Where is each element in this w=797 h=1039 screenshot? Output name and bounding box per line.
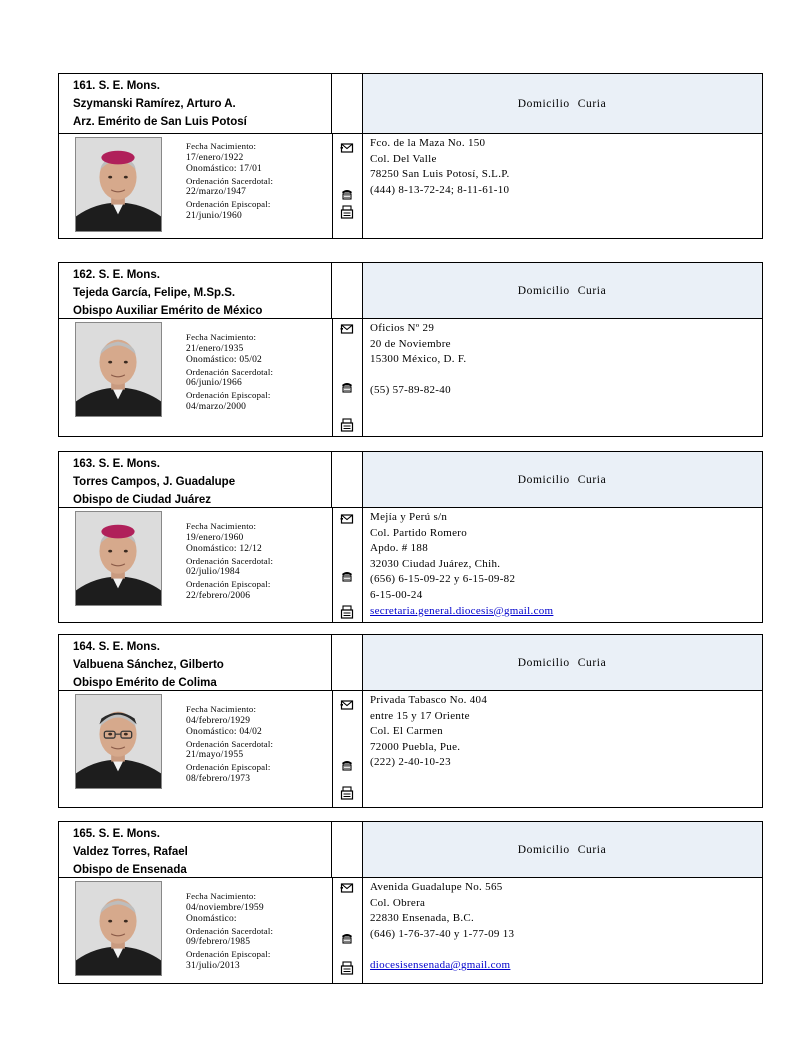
entry-names <box>59 452 332 507</box>
entry-names <box>59 635 332 690</box>
bio-label: Ordenación Episcopal: <box>186 578 271 589</box>
fax-icon <box>340 961 354 975</box>
entry-number: 165. S. E. Mons. <box>73 828 160 840</box>
bio-value: 22/febrero/2006 <box>186 590 251 601</box>
bishop-name: Valdez Torres, Rafael <box>73 846 188 858</box>
bishop-entry <box>58 821 763 984</box>
contact-icons <box>332 877 363 983</box>
address-line: Fco. de la Maza No. 150 <box>370 137 486 149</box>
curia-address <box>362 133 762 238</box>
entry-header <box>59 74 762 134</box>
bishop-name: Szymanski Ramírez, Arturo A. <box>73 98 236 110</box>
bishop-title: Arz. Emérito de San Luis Potosí <box>73 116 247 128</box>
icon-header-cell <box>332 635 363 690</box>
domicilio-curia-header <box>362 74 762 133</box>
domicilio-label: Domicilio <box>517 473 570 486</box>
bio-label: Fecha Nacimiento: <box>186 891 257 901</box>
bishop-title: Obispo de Ciudad Juárez <box>73 494 212 506</box>
portrait-and-bio <box>59 690 333 807</box>
fax-icon <box>340 786 354 800</box>
address-line: (646) 1-76-37-40 y 1-77-09 13 <box>370 927 515 940</box>
bio-value: 21/enero/1935 <box>186 343 244 354</box>
curia-address <box>362 507 762 622</box>
bio-label: Ordenación Sacerdotal: <box>186 738 274 749</box>
address-line: Col. El Carmen <box>370 725 443 738</box>
bio-details <box>186 141 273 222</box>
entry-number: 164. S. E. Mons. <box>73 641 160 653</box>
mail-icon <box>340 881 354 895</box>
bio-value: 08/febrero/1973 <box>186 773 251 784</box>
bishop-portrait <box>75 511 162 606</box>
entry-number: 162. S. E. Mons. <box>73 269 160 281</box>
bio-value: Onomástico: <box>186 914 237 925</box>
phone-icon <box>340 569 354 583</box>
fax-icon <box>340 205 354 219</box>
address-line: (444) 8-13-72-24; 8-11-61-10 <box>370 183 510 196</box>
bio-details <box>186 704 273 785</box>
bio-label: Ordenación Sacerdotal: <box>186 555 274 566</box>
bio-value: 09/febrero/1985 <box>186 937 251 948</box>
bio-value: Onomástico: 04/02 <box>186 727 262 738</box>
curia-address <box>362 318 762 436</box>
curia-label: Curia <box>577 656 607 669</box>
entry-header <box>59 635 762 691</box>
mail-icon <box>340 141 354 155</box>
bio-value: 21/junio/1960 <box>186 210 242 221</box>
domicilio-label: Domicilio <box>517 843 570 856</box>
domicilio-label: Domicilio <box>517 97 570 110</box>
curia-label: Curia <box>577 843 607 856</box>
email-line <box>370 604 762 620</box>
bishop-entry <box>58 634 763 808</box>
entry-names <box>59 263 332 318</box>
address-line: 22830 Ensenada, B.C. <box>370 912 475 925</box>
phone-icon <box>340 187 354 201</box>
domicilio-curia-header <box>362 822 762 877</box>
phone-icon <box>340 758 354 772</box>
bishop-title: Obispo de Ensenada <box>73 864 187 876</box>
bio-label: Fecha Nacimiento: <box>186 521 257 531</box>
bio-label: Ordenación Sacerdotal: <box>186 366 274 377</box>
bio-value: 21/mayo/1955 <box>186 750 244 761</box>
contact-icons <box>332 133 363 238</box>
bishop-title: Obispo Emérito de Colima <box>73 677 217 689</box>
portrait-and-bio <box>59 507 333 622</box>
bio-value: 04/noviembre/1959 <box>186 902 264 913</box>
entry-names <box>59 74 332 133</box>
entry-number: 163. S. E. Mons. <box>73 458 160 470</box>
curia-label: Curia <box>577 97 607 110</box>
entry-body <box>59 690 762 807</box>
bio-label: Fecha Nacimiento: <box>186 704 257 714</box>
fax-icon <box>340 418 354 432</box>
icon-header-cell <box>332 74 363 133</box>
bio-value: 19/enero/1960 <box>186 532 244 543</box>
bio-value: 17/enero/1922 <box>186 152 244 163</box>
bio-label: Ordenación Episcopal: <box>186 198 271 209</box>
bio-details <box>186 332 273 413</box>
bishop-name: Tejeda García, Felipe, M.Sp.S. <box>73 287 236 299</box>
entry-header <box>59 822 762 878</box>
bio-value: 02/julio/1984 <box>186 567 240 578</box>
address-line <box>370 942 762 958</box>
entry-header <box>59 452 762 508</box>
address-line: entre 15 y 17 Oriente <box>370 709 470 722</box>
bio-details <box>186 891 273 972</box>
email-line <box>370 958 762 974</box>
bio-value: 04/febrero/1929 <box>186 715 251 726</box>
address-line: 32030 Ciudad Juárez, Chih. <box>370 557 501 570</box>
entry-body <box>59 877 762 983</box>
bishop-portrait <box>75 137 162 232</box>
address-line: Col. Del Valle <box>370 152 437 165</box>
entry-number: 161. S. E. Mons. <box>73 80 160 92</box>
address-line <box>370 368 762 384</box>
domicilio-curia-header <box>362 452 762 507</box>
bishop-name: Valbuena Sánchez, Gilberto <box>73 659 224 671</box>
bishop-title: Obispo Auxiliar Emérito de México <box>73 305 263 317</box>
domicilio-label: Domicilio <box>517 656 570 669</box>
bio-label: Fecha Nacimiento: <box>186 332 257 342</box>
address-line: 78250 San Luis Potosí, S.L.P. <box>370 168 510 181</box>
bio-label: Ordenación Sacerdotal: <box>186 175 274 186</box>
contact-icons <box>332 507 363 622</box>
domicilio-curia-header <box>362 263 762 318</box>
bio-value: Onomástico: 05/02 <box>186 355 262 366</box>
address-line: Col. Partido Romero <box>370 526 468 539</box>
icon-header-cell <box>332 263 363 318</box>
address-line: Privada Tabasco No. 404 <box>370 694 488 706</box>
bio-value: Onomástico: 17/01 <box>186 164 262 175</box>
entry-body <box>59 133 762 238</box>
bio-value: 31/julio/2013 <box>186 960 240 971</box>
icon-header-cell <box>332 822 363 877</box>
fax-icon <box>340 605 354 619</box>
bio-details <box>186 521 273 602</box>
mail-icon <box>340 322 354 336</box>
contact-icons <box>332 318 363 436</box>
bio-value: Onomástico: 12/12 <box>186 544 262 555</box>
address-line: (656) 6-15-09-22 y 6-15-09-82 <box>370 573 516 586</box>
bio-label: Ordenación Episcopal: <box>186 761 271 772</box>
bishop-entry <box>58 262 763 437</box>
mail-icon <box>340 698 354 712</box>
entry-names <box>59 822 332 877</box>
curia-label: Curia <box>577 473 607 486</box>
address-line: 20 de Noviembre <box>370 337 451 350</box>
address-line: Avenida Guadalupe No. 565 <box>370 881 503 893</box>
bishop-name: Torres Campos, J. Guadalupe <box>73 476 236 488</box>
portrait-and-bio <box>59 877 333 983</box>
icon-header-cell <box>332 452 363 507</box>
address-line: (222) 2-40-10-23 <box>370 756 451 769</box>
address-line: 15300 México, D. F. <box>370 353 467 366</box>
bishop-entry <box>58 73 763 239</box>
bishop-portrait <box>75 881 162 976</box>
curia-address <box>362 877 762 983</box>
domicilio-label: Domicilio <box>517 284 570 297</box>
entry-header <box>59 263 762 319</box>
phone-icon <box>340 380 354 394</box>
contact-icons <box>332 690 363 807</box>
curia-address <box>362 690 762 807</box>
bio-label: Fecha Nacimiento: <box>186 141 257 151</box>
email-link[interactable]: secretaria.general.diocesis@gmail.com <box>370 604 554 617</box>
address-line: Apdo. # 188 <box>370 542 428 555</box>
bio-label: Ordenación Sacerdotal: <box>186 925 274 936</box>
bio-value: 22/marzo/1947 <box>186 187 247 198</box>
address-line: Oficios Nº 29 <box>370 322 435 334</box>
phone-icon <box>340 931 354 945</box>
address-line: Mejía y Perú s/n <box>370 511 448 523</box>
bio-label: Ordenación Episcopal: <box>186 948 271 959</box>
portrait-and-bio <box>59 133 333 238</box>
domicilio-curia-header <box>362 635 762 690</box>
portrait-and-bio <box>59 318 333 436</box>
bio-label: Ordenación Episcopal: <box>186 389 271 400</box>
curia-label: Curia <box>577 284 607 297</box>
mail-icon <box>340 512 354 526</box>
address-line: Col. Obrera <box>370 896 426 909</box>
bio-value: 04/marzo/2000 <box>186 401 247 412</box>
bishop-portrait <box>75 694 162 789</box>
bishop-entry <box>58 451 763 623</box>
entry-body <box>59 318 762 436</box>
email-link[interactable]: diocesisensenada@gmail.com <box>370 958 511 971</box>
address-line: 72000 Puebla, Pue. <box>370 740 461 753</box>
address-line: 6-15-00-24 <box>370 588 423 601</box>
address-line: (55) 57-89-82-40 <box>370 384 451 397</box>
entry-body <box>59 507 762 622</box>
bishop-portrait <box>75 322 162 417</box>
bio-value: 06/junio/1966 <box>186 378 242 389</box>
